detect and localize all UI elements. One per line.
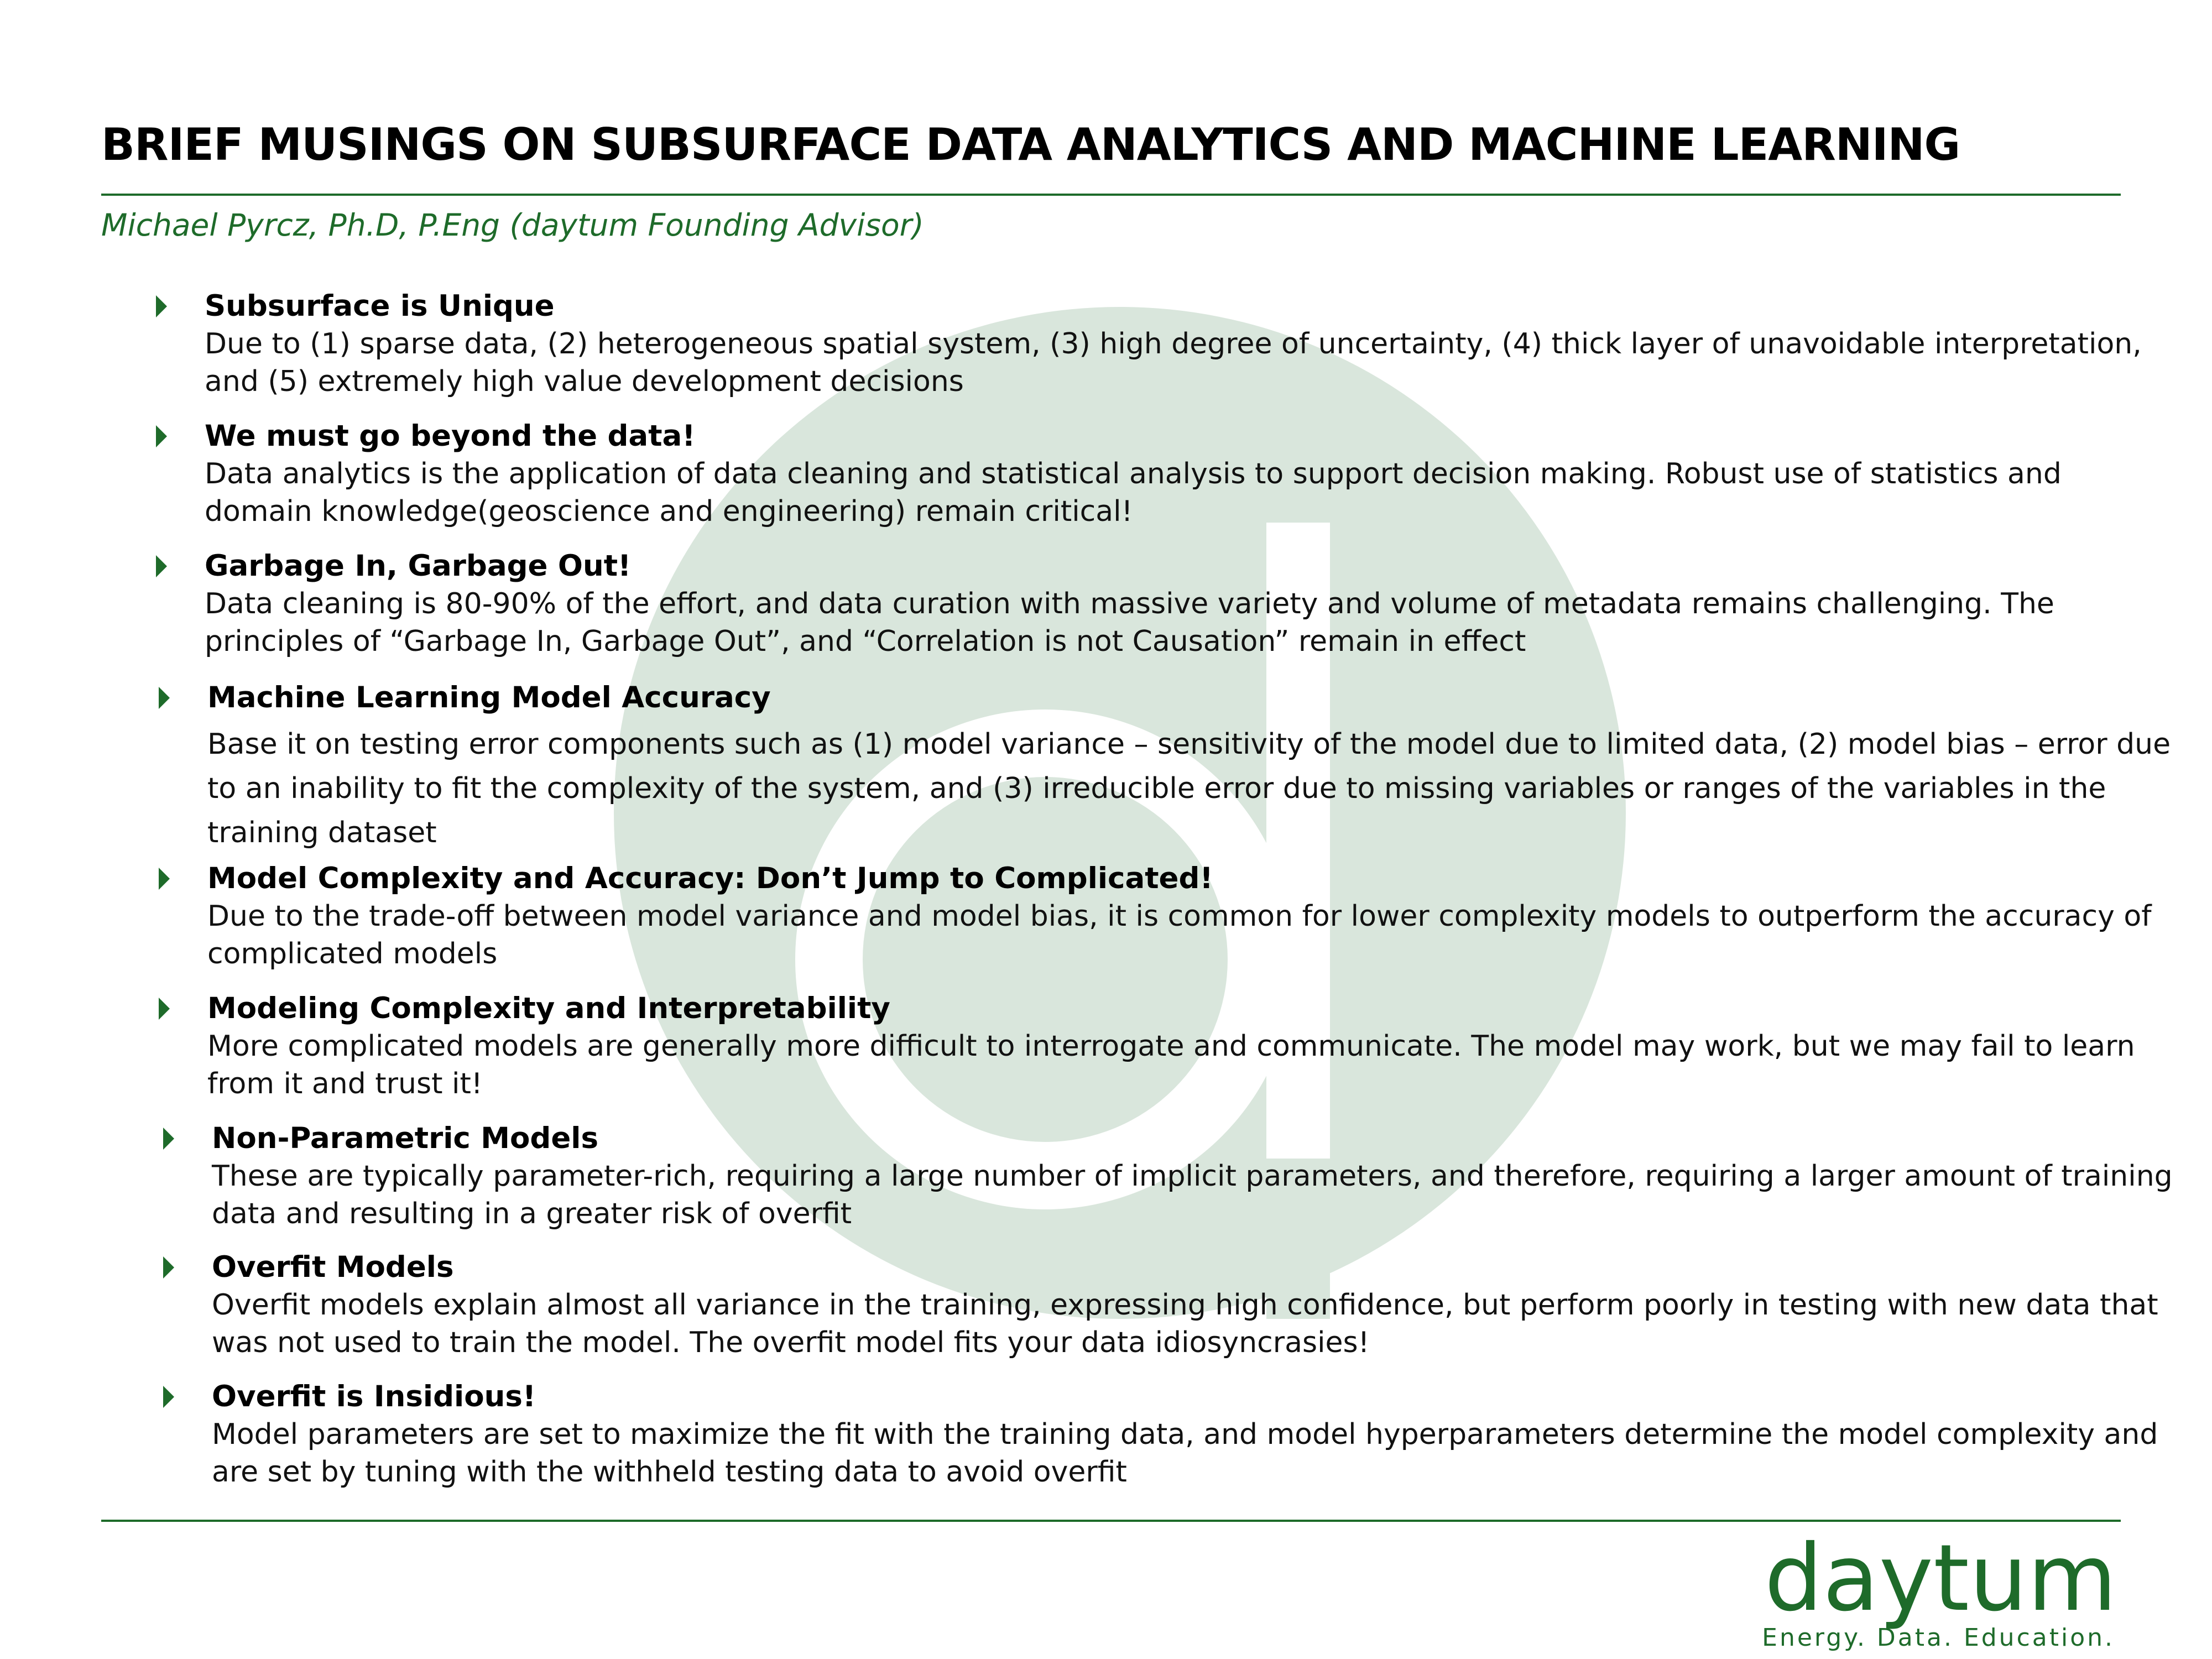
item-body: Overfit models explain almost all variance in the training, expressing high confidence, but perform poorly in testing with new data that was not used to train the model. The overfit model fits your data idiosyncrasies! [212,1288,2158,1359]
triangle-right-icon [163,1386,174,1408]
item-body: More complicated models are generally more difficult to interrogate and communicate. The model may work, but we may fail to learn from it and trust it! [207,1030,2135,1100]
author-line: Michael Pyrcz, Ph.D, P.Eng (daytum Founding Advisor) [101,207,924,243]
list-item [212,1249,2180,1361]
item-body: Due to (1) sparse data, (2) heterogeneous spatial system, (3) high degree of uncertainty, (4) thick layer of unavoidable interpretation, and (5) extremely high value development decisions [205,327,2142,398]
list-item [212,1378,2180,1491]
triangle-right-icon [163,1256,174,1279]
item-heading: Non-Parametric Models [212,1121,599,1155]
list-item [205,418,2173,530]
logo-tagline: Energy. Data. Education. [1762,1624,2115,1652]
item-heading: Overfit is Insidious! [212,1380,536,1413]
list-item [207,860,2176,973]
triangle-right-icon [156,425,167,447]
item-heading: We must go beyond the data! [205,419,696,453]
triangle-right-icon [159,687,170,709]
item-body: These are typically parameter-rich, requiring a large number of implicit parameters, and therefore, requiring a larger amount of training data and resulting in a greater risk of overfit [212,1160,2173,1230]
logo-wordmark: daytum [1764,1525,2117,1632]
triangle-right-icon [156,555,167,577]
item-body: Model parameters are set to maximize the fit with the training data, and model hyperparameters determine the model complexity and are set by tuning with the withheld testing data to avoid overfit [212,1418,2158,1489]
list-item [205,288,2173,400]
item-body: Due to the trade-off between model variance and model bias, it is common for lower complexity models to outperform the accuracy of complicated models [207,900,2152,971]
item-body: Base it on testing error components such as (1) model variance – sensitivity of the model due to limited data, (2) model bias – error due to an inability to fit the complexity of the system, and (3) irreducible error due to missing variables or ranges of the variables in the training dataset [207,728,2171,849]
item-heading: Modeling Complexity and Interpretability [207,992,890,1025]
item-heading: Machine Learning Model Accuracy [207,681,771,714]
list-item [212,1120,2180,1233]
footer-divider [101,1520,2121,1522]
list-item [207,679,2176,855]
triangle-right-icon [156,295,167,317]
item-heading: Subsurface is Unique [205,289,555,323]
item-body: Data cleaning is 80-90% of the effort, and data curation with massive variety and volume of metadata remains challenging. The principles of “Garbage In, Garbage Out”, and “Correlation is not Causation” remain in effect [205,587,2054,658]
page-title: BRIEF MUSINGS ON SUBSURFACE DATA ANALYTICS AND MACHINE LEARNING [101,119,1960,170]
list-item [207,990,2176,1103]
triangle-right-icon [159,998,170,1020]
item-heading: Model Complexity and Accuracy: Don’t Jump to Complicated! [207,862,1213,895]
item-body: Data analytics is the application of data cleaning and statistical analysis to support decision making. Robust use of statistics and domain knowledge(geoscience and engineering) remain critical! [205,457,2062,528]
item-heading: Garbage In, Garbage Out! [205,549,632,583]
item-heading: Overfit Models [212,1250,454,1284]
daytum-logo [1762,1525,2117,1652]
triangle-right-icon [159,868,170,890]
list-item [205,547,2173,660]
triangle-right-icon [163,1128,174,1150]
